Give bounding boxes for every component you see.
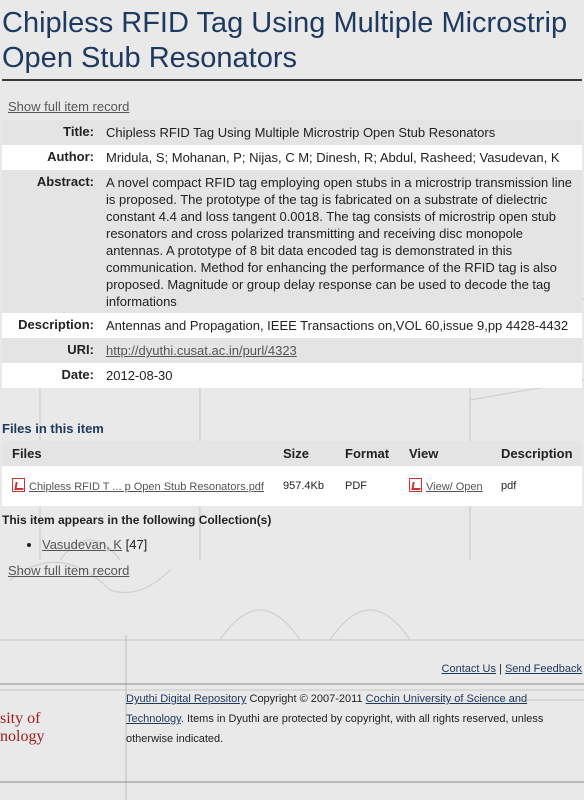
- metadata-value: Antennas and Propagation, IEEE Transactions on,VOL 60,issue 9,pp 4428-4432: [106, 313, 582, 338]
- uri-link[interactable]: http://dyuthi.cusat.ac.in/purl/4323: [106, 343, 297, 358]
- footer-copyright: [126, 689, 566, 749]
- description-col-header: Description: [491, 441, 582, 466]
- metadata-row-description: [2, 313, 582, 338]
- file-size: 957.4Kb: [273, 466, 335, 506]
- list-item: [42, 537, 584, 552]
- collections-heading: This item appears in the following Collection(s): [2, 513, 272, 527]
- copyright-text: Copyright © 2007-2011: [249, 693, 363, 705]
- repository-link[interactable]: Dyuthi Digital Repository: [126, 693, 247, 705]
- pdf-view-icon[interactable]: [409, 478, 422, 492]
- view-open-link[interactable]: View/ Open: [426, 480, 483, 493]
- size-col-header: Size: [273, 441, 335, 466]
- metadata-label: Date:: [2, 363, 106, 388]
- metadata-value: A novel compact RFID tag employing open stubs in a microstrip transmission line is proposed. The prototype of the tag is fabricated on a substrate of dielectric constant 4.4 and loss tangent 0.0018. The tag consists of microstrip open stub resonators and cross polarized transmitting and receiving disc monopole antennas. A prototype of 8 bit data encoded tag is demonstrated in this communication. Method for enhancing the performance of the RFID tag is also proposed. Magnitude or group delay response can be used to decode the tag informations: [106, 170, 582, 313]
- metadata-row-abstract: [2, 170, 582, 313]
- metadata-value: 2012-08-30: [106, 363, 582, 388]
- show-full-record-link-top[interactable]: Show full item record: [8, 99, 130, 114]
- metadata-label: URI:: [2, 338, 106, 363]
- brand-line-1: sity of: [0, 710, 41, 727]
- metadata-label: Description:: [2, 313, 106, 338]
- file-description: pdf: [491, 466, 582, 506]
- metadata-row-author: [2, 145, 582, 170]
- collection-count: [47]: [125, 537, 148, 552]
- show-full-record-link-bottom[interactable]: Show full item record: [8, 563, 130, 578]
- metadata-table: [2, 120, 582, 388]
- copyright-notice: . Items in Dyuthi are protected by copyright, with all rights reserved, unless otherwise indicated.: [126, 713, 544, 745]
- metadata-value: Mridula, S; Mohanan, P; Nijas, C M; Dinesh, R; Abdul, Rasheed; Vasudevan, K: [106, 145, 582, 170]
- university-link[interactable]: Cochin University of Science and Technology: [126, 693, 528, 725]
- metadata-label: Title:: [2, 120, 106, 145]
- send-feedback-link[interactable]: Send Feedback: [504, 663, 582, 675]
- files-heading: Files in this item: [2, 421, 104, 436]
- metadata-label: Abstract:: [2, 170, 106, 313]
- metadata-value: Chipless RFID Tag Using Multiple Microstrip Open Stub Resonators: [106, 120, 582, 145]
- metadata-row-title: [2, 120, 582, 145]
- footer-links: [442, 663, 582, 675]
- page-title: Chipless RFID Tag Using Multiple Microstrip Open Stub Resonators: [2, 7, 568, 74]
- collections-list: [0, 537, 584, 552]
- contact-us-link[interactable]: Contact Us: [441, 663, 496, 675]
- footer-separator: |: [499, 663, 502, 675]
- university-brand-fragment: [0, 710, 44, 746]
- pdf-file-icon: [12, 478, 25, 492]
- table-row: [2, 466, 582, 506]
- metadata-label: Author:: [2, 145, 106, 170]
- files-table: [2, 441, 582, 506]
- brand-line-2: nology: [0, 728, 45, 745]
- view-col-header: View: [399, 441, 491, 466]
- file-format: PDF: [335, 466, 399, 506]
- files-col-header: Files: [2, 441, 273, 466]
- format-col-header: Format: [335, 441, 399, 466]
- collection-link[interactable]: Vasudevan, K: [42, 537, 122, 552]
- metadata-row-date: [2, 363, 582, 388]
- file-name-link[interactable]: Chipless RFID T ... p Open Stub Resonators.pdf: [29, 480, 264, 493]
- metadata-row-uri: [2, 338, 582, 363]
